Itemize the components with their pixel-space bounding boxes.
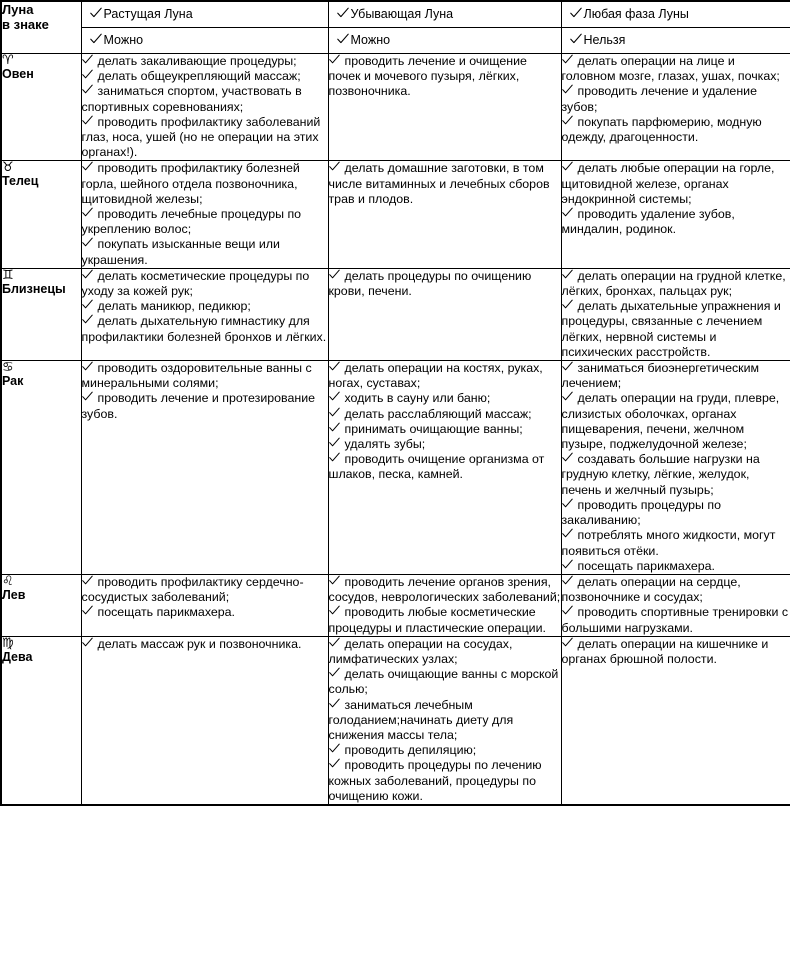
header-phase-text: Любая фаза Луны <box>583 7 689 21</box>
list-item <box>82 269 328 299</box>
table-row <box>1 161 790 268</box>
check-mark-icon <box>82 84 98 99</box>
header-phase-column-2 <box>328 1 561 54</box>
check-mark-icon <box>329 575 345 590</box>
zodiac-близнецы-icon: ♊ <box>2 267 14 283</box>
list-item <box>329 407 561 422</box>
recommendation-list <box>562 269 790 360</box>
recommendation-list <box>562 361 790 574</box>
list-item-text: создавать большие нагрузки на грудную клетку, лёгкие, желудок, печень и желчный пузырь; <box>561 452 760 497</box>
check-mark-icon <box>82 69 98 84</box>
list-item-text: посещать парикмахера. <box>97 605 235 620</box>
list-item-text: заниматься спортом, участвовать в спортивных соревнованиях; <box>81 84 302 114</box>
list-item <box>562 269 790 299</box>
recommendation-list <box>82 575 328 621</box>
list-item-text: удалять зубы; <box>344 437 426 452</box>
list-item-text: проводить депиляцию; <box>344 743 477 758</box>
list-item <box>82 115 328 161</box>
list-item <box>329 54 561 100</box>
zodiac-рак-icon: ♋ <box>2 360 14 376</box>
zodiac-лев-icon: ♌ <box>2 573 14 589</box>
list-item-text: принимать очищающие ванны; <box>344 421 523 436</box>
list-item-text: делать расслабляющий массаж; <box>344 406 532 421</box>
header-verdict-text: Нельзя <box>583 33 626 47</box>
list-item <box>82 361 328 391</box>
recommendations-any-cell <box>561 361 790 575</box>
list-item <box>562 498 790 528</box>
list-item <box>82 299 328 314</box>
recommendation-list <box>82 361 328 422</box>
list-item-text: делать операции на кишечнике и органах брюшной полости. <box>561 636 769 666</box>
list-item <box>562 559 790 574</box>
list-item <box>562 452 790 498</box>
list-item <box>82 391 328 421</box>
header-phase-column-1 <box>81 1 328 54</box>
list-item-text: проводить профилактику заболеваний глаз, носа, ушей (но не операции на этих органах!). <box>81 114 321 160</box>
recommendations-waning-cell <box>328 636 561 805</box>
list-item-text: делать очищающие ванны с морской солью; <box>328 667 559 697</box>
list-item <box>82 84 328 114</box>
check-mark-icon <box>82 161 98 176</box>
check-mark-icon <box>82 54 98 69</box>
list-item-text: делать массаж рук и позвоночника. <box>97 636 302 651</box>
check-mark-icon <box>329 361 345 376</box>
list-item-text: проводить лечение органов зрения, сосудов, неврологических заболеваний; <box>328 574 561 605</box>
recommendations-waning-cell <box>328 574 561 636</box>
recommendation-list <box>562 54 790 145</box>
list-item <box>329 422 561 437</box>
list-item-text: делать косметические процедуры по уходу за кожей рук; <box>81 268 310 299</box>
recommendation-list <box>82 637 328 652</box>
check-mark-icon <box>562 84 578 99</box>
list-item-text: делать любые операции на горле, щитовидной железе, органах эндокринной системы; <box>561 161 775 206</box>
list-item-text: потреблять много жидкости, могут появиться отёки. <box>561 528 776 558</box>
check-mark-icon <box>562 559 578 574</box>
check-mark-icon <box>570 7 584 19</box>
check-mark-icon <box>329 743 345 758</box>
list-item <box>562 299 790 360</box>
list-item <box>82 207 328 237</box>
recommendations-waning-cell <box>328 161 561 268</box>
check-mark-icon <box>82 314 98 329</box>
list-item-text: делать дыхательные упражнения и процедуры, связанные с лечением лёгких, нервной системы и психических расстройств. <box>561 299 781 359</box>
check-mark-icon <box>82 269 98 284</box>
header-phase-label-3 <box>562 2 790 28</box>
list-item <box>562 115 790 145</box>
check-mark-icon <box>82 575 98 590</box>
list-item-text: делать операции на костях, руках, ногах, суставах; <box>328 361 543 391</box>
zodiac-sign-cell <box>1 268 81 360</box>
recommendation-list <box>329 161 561 207</box>
list-item <box>562 637 790 667</box>
list-item-text: делать операции на грудной клетке, лёгких, бронхах, пальцах рук; <box>561 268 786 299</box>
list-item-text: покупать изысканные вещи или украшения. <box>81 237 280 267</box>
list-item <box>329 758 561 804</box>
zodiac-sign-name: Телец <box>2 174 39 189</box>
header-verdict-text: Можно <box>350 33 391 47</box>
list-item <box>562 575 790 605</box>
check-mark-icon <box>562 498 578 513</box>
header-verdict-label-3 <box>562 28 790 53</box>
list-item <box>82 161 328 207</box>
list-item-text: заниматься лечебным голоданием;начинать диету для снижения массы тела; <box>328 697 514 742</box>
check-mark-icon <box>562 452 578 467</box>
check-mark-icon <box>329 667 345 682</box>
list-item-text: делать операции на лице и головном мозге, глазах, ушах, почках; <box>561 54 780 84</box>
list-item-text: делать операции на груди, плевре, слизистых оболочках, органах пищеварения, печени, желчном пузыре, поджелудочной железе; <box>561 391 780 452</box>
check-mark-icon <box>82 299 98 314</box>
table-row <box>1 361 790 575</box>
check-mark-icon <box>329 161 345 176</box>
list-item <box>329 269 561 299</box>
list-item-text: заниматься биоэнергетическим лечением; <box>561 361 760 391</box>
recommendations-waxing-cell <box>81 574 328 636</box>
zodiac-sign-cell <box>1 361 81 575</box>
list-item-text: делать операции на сосудах, лимфатических узлах; <box>328 636 513 666</box>
list-item <box>329 161 561 207</box>
recommendation-list <box>82 54 328 160</box>
list-item <box>329 437 561 452</box>
recommendations-waxing-cell <box>81 54 328 161</box>
recommendation-list <box>82 269 328 345</box>
recommendation-list <box>329 361 561 483</box>
zodiac-sign-name: Дева <box>2 649 33 664</box>
check-mark-icon <box>90 33 104 45</box>
check-mark-icon <box>82 361 98 376</box>
list-item <box>562 391 790 452</box>
zodiac-sign-name: Овен <box>2 67 34 81</box>
check-mark-icon <box>90 7 104 19</box>
check-mark-icon <box>329 422 345 437</box>
check-mark-icon <box>82 207 98 222</box>
list-item-text: проводить лечебные процедуры по укреплению волос; <box>81 207 302 237</box>
check-mark-icon <box>329 452 345 467</box>
check-mark-icon <box>82 605 98 620</box>
table-row <box>1 574 790 636</box>
recommendations-waning-cell <box>328 268 561 360</box>
list-item-text: проводить лечение и протезирование зубов. <box>81 391 316 421</box>
recommendations-any-cell <box>561 636 790 805</box>
list-item-text: проводить удаление зубов, миндалин, родинок. <box>561 207 735 237</box>
list-item <box>82 575 328 605</box>
zodiac-sign-cell <box>1 574 81 636</box>
list-item-text: проводить профилактику болезней горла, шейного отдела позвоночника, щитовидной железы; <box>81 161 300 206</box>
check-mark-icon <box>562 269 578 284</box>
recommendations-any-cell <box>561 161 790 268</box>
header-verdict-text: Можно <box>103 33 144 47</box>
check-mark-icon <box>82 115 98 130</box>
list-item-text: проводить лечение и очищение почек и мочевого пузыря, лёгких, позвоночника. <box>328 54 527 99</box>
recommendation-list <box>82 161 328 267</box>
check-mark-icon <box>329 407 345 422</box>
zodiac-овен-icon: ♈ <box>2 53 14 68</box>
header-verdict-label-1 <box>82 28 328 53</box>
list-item <box>329 361 561 391</box>
table-header-row <box>1 1 790 54</box>
list-item <box>329 637 561 667</box>
list-item <box>562 361 790 391</box>
list-item-text: посещать парикмахера. <box>577 558 715 573</box>
check-mark-icon <box>562 161 578 176</box>
check-mark-icon <box>329 54 345 69</box>
list-item-text: проводить оздоровительные ванны с минеральными солями; <box>81 361 312 391</box>
header-sign-column <box>1 1 81 54</box>
list-item <box>329 698 561 744</box>
zodiac-телец-icon: ♉ <box>2 160 14 176</box>
list-item-text: делать закаливающие процедуры; <box>97 54 297 68</box>
check-mark-icon <box>82 637 98 652</box>
list-item <box>329 667 561 697</box>
zodiac-sign-name: Рак <box>2 374 24 389</box>
header-phase-label-1 <box>82 2 328 28</box>
recommendations-waxing-cell <box>81 268 328 360</box>
header-phase-column-3 <box>561 1 790 54</box>
list-item-text: проводить процедуры по лечению кожных заболеваний, процедуры по очищению кожи. <box>328 758 542 803</box>
recommendations-waxing-cell <box>81 361 328 575</box>
header-sign-line1: Луна <box>2 2 34 17</box>
list-item <box>562 54 790 84</box>
zodiac-дева-icon: ♍ <box>2 635 14 651</box>
list-item <box>562 161 790 207</box>
list-item-text: делать общеукрепляющий массаж; <box>97 69 301 84</box>
list-item <box>562 207 790 237</box>
check-mark-icon <box>570 33 584 45</box>
check-mark-icon <box>329 269 345 284</box>
recommendations-any-cell <box>561 54 790 161</box>
list-item-text: делать дыхательную гимнастику для профилактики болезней бронхов и лёгких. <box>81 314 327 344</box>
check-mark-icon <box>562 207 578 222</box>
recommendation-list <box>329 575 561 636</box>
table-row <box>1 636 790 805</box>
list-item-text: проводить лечение и удаление зубов; <box>561 84 757 114</box>
recommendation-list <box>562 575 790 636</box>
list-item <box>329 575 561 605</box>
list-item <box>82 314 328 344</box>
check-mark-icon <box>82 237 98 252</box>
table-row <box>1 54 790 161</box>
check-mark-icon <box>562 115 578 130</box>
list-item <box>82 69 328 84</box>
list-item <box>562 84 790 114</box>
zodiac-sign-cell <box>1 636 81 805</box>
check-mark-icon <box>329 391 345 406</box>
list-item-text: делать домашние заготовки, в том числе витаминных и лечебных сборов трав и плодов. <box>328 161 550 206</box>
check-mark-icon <box>562 391 578 406</box>
list-item-text: покупать парфюмерию, модную одежду, драгоценности. <box>561 114 762 145</box>
check-mark-icon <box>329 758 345 773</box>
check-mark-icon <box>329 437 345 452</box>
recommendations-any-cell <box>561 574 790 636</box>
list-item-text: делать операции на сердце, позвоночнике и сосудах; <box>561 574 741 605</box>
list-item-text: проводить профилактику сердечно-сосудистых заболеваний; <box>81 574 304 605</box>
list-item <box>82 637 328 652</box>
check-mark-icon <box>82 391 98 406</box>
header-phase-text: Убывающая Луна <box>350 7 454 21</box>
list-item <box>82 605 328 620</box>
check-mark-icon <box>562 54 578 69</box>
header-phase-label-2 <box>329 2 561 28</box>
header-verdict-label-2 <box>329 28 561 53</box>
list-item <box>329 743 561 758</box>
check-mark-icon <box>562 575 578 590</box>
list-item-text: проводить любые косметические процедуры и пластические операции. <box>328 605 546 635</box>
list-item-text: проводить процедуры по закаливанию; <box>561 497 721 528</box>
list-item <box>329 452 561 482</box>
recommendations-waxing-cell <box>81 161 328 268</box>
recommendation-list <box>562 637 790 667</box>
list-item-text: проводить очищение организма от шлаков, песка, камней. <box>328 452 545 482</box>
header-phase-text: Растущая Луна <box>103 7 193 21</box>
recommendations-waxing-cell <box>81 636 328 805</box>
check-mark-icon <box>562 299 578 314</box>
list-item <box>562 605 790 635</box>
check-mark-icon <box>337 7 351 19</box>
list-item <box>82 54 328 69</box>
list-item-text: делать процедуры по очищению крови, печени. <box>328 268 532 299</box>
check-mark-icon <box>562 361 578 376</box>
check-mark-icon <box>562 528 578 543</box>
check-mark-icon <box>337 33 351 45</box>
list-item-text: ходить в сауну или баню; <box>344 391 491 406</box>
recommendations-waning-cell <box>328 54 561 161</box>
recommendation-list <box>329 637 561 804</box>
zodiac-sign-cell <box>1 54 81 161</box>
list-item <box>82 237 328 267</box>
check-mark-icon <box>562 637 578 652</box>
recommendations-waning-cell <box>328 361 561 575</box>
zodiac-sign-name: Близнецы <box>2 281 66 296</box>
recommendation-list <box>329 54 561 100</box>
check-mark-icon <box>329 605 345 620</box>
list-item <box>562 528 790 558</box>
check-mark-icon <box>329 637 345 652</box>
list-item <box>329 605 561 635</box>
list-item-text: делать маникюр, педикюр; <box>97 299 251 314</box>
recommendation-list <box>562 161 790 237</box>
table-row <box>1 268 790 360</box>
recommendations-any-cell <box>561 268 790 360</box>
zodiac-sign-name: Лев <box>2 587 26 602</box>
recommendation-list <box>329 269 561 299</box>
check-mark-icon <box>329 698 345 713</box>
zodiac-sign-cell <box>1 161 81 268</box>
header-sign-line2: в знаке <box>2 17 49 32</box>
check-mark-icon <box>562 605 578 620</box>
list-item <box>329 391 561 406</box>
list-item-text: проводить спортивные тренировки с большими нагрузками. <box>561 605 789 635</box>
